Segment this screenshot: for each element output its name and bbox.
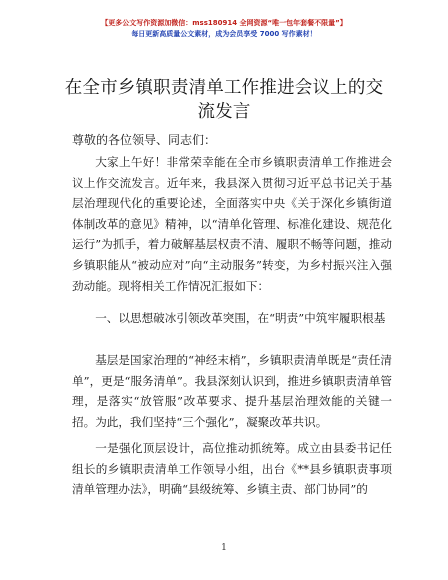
paragraph-body: 基层是国家治理的“神经末梢”，乡镇职责清单既是“责任清单”，更是“服务清单”。我县深刻认识到，推进乡镇职责清单管理，是落实“放管服”改革要求、提升基层治理效能的关键一招。为此，我们坚持“三个强化”，凝聚改革共识。: [72, 353, 392, 429]
promo-line-1: 【更多公文写作资源加微信：mss180914 全网资源“唯一包年套餐不限量”】: [101, 19, 347, 27]
section-heading-1: 一、以思想破冰引领改革突围，在“明责”中筑牢履职根基: [95, 311, 386, 325]
promo-line-2: 每日更新高质量公文素材，成为会员享受 7000 写作素材！: [131, 30, 317, 38]
paragraph-body: 一是强化顶层设计，高位推动抓统筹。成立由县委书记任组长的乡镇职责清单工作领导小组，出台《**县乡镇职责事项清单管理办法》，明确“县级统筹、乡镇主责、部门协同”的: [72, 441, 392, 497]
paragraph-intro: 大家上午好！非常荣幸能在全市乡镇职责清单工作推进会议上作交流发言。近年来，我县深入贯彻习近平总书记关于基层治理现代化的重要论述，全面落实中央《关于深化乡镇街道体制改革的意见》精神，以“清单化管理、标准化建设、规范化运行”为抓手，着力破解基层权责不清、履职不畅等问题，推动乡镇职能从“被动应对”向“主动服务”转变，为乡村振兴注入强劲动能。现将相关工作情况汇报如下：: [72, 155, 392, 293]
document-title: 在全市乡镇职责清单工作推进会议上的交流发言: [64, 78, 384, 122]
promo-banner: [0, 18, 448, 40]
page-number: 1: [221, 543, 227, 553]
salutation: 尊敬的各位领导、同志们：: [72, 133, 217, 147]
